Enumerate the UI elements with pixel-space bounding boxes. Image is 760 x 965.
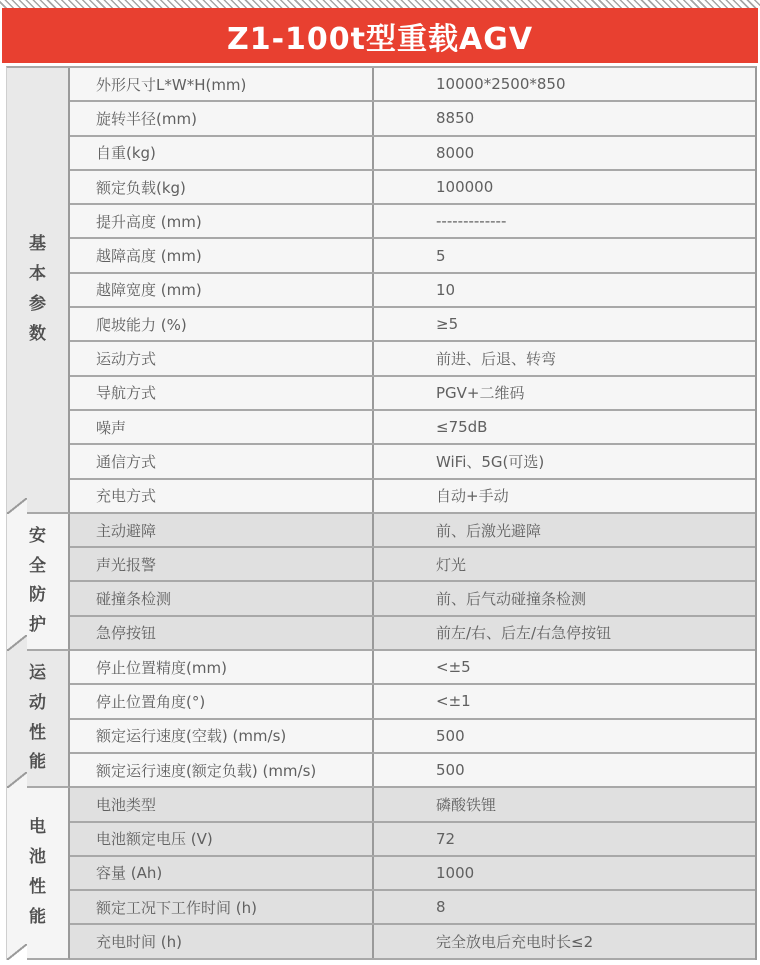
param-name-cell: 停止位置精度(mm) — [70, 651, 374, 683]
param-name-cell: 额定运行速度(空载) (mm/s) — [70, 720, 374, 752]
param-value-cell: 前进、后退、转弯 — [436, 350, 557, 369]
table-row — [70, 205, 755, 239]
table-row — [70, 411, 755, 445]
param-name-cell: 运动方式 — [70, 342, 374, 374]
table-row — [70, 171, 755, 205]
param-value-cell: 8000 — [436, 143, 475, 162]
param-value-cell: <±1 — [436, 692, 471, 711]
param-name-cell: 停止位置角度(°) — [70, 685, 374, 717]
diagonal-corner-cut — [7, 498, 27, 514]
table-section — [7, 788, 755, 959]
param-name-cell: 碰撞条检测 — [70, 582, 374, 614]
table-row — [70, 857, 755, 891]
param-name-cell: 额定运行速度(额定负载) (mm/s) — [70, 754, 374, 786]
param-value-cell: PGV+二维码 — [436, 384, 525, 403]
param-name-cell: 充电时间 (h) — [70, 925, 374, 957]
param-name-cell: 额定工况下工作时间 (h) — [70, 891, 374, 923]
table-row — [70, 239, 755, 273]
param-name-cell: 充电方式 — [70, 480, 374, 512]
table-row — [70, 685, 755, 719]
section-rows — [70, 68, 755, 514]
top-hatch-border — [0, 0, 760, 8]
param-value-cell: 自动+手动 — [436, 487, 509, 506]
section-category-cell — [7, 788, 70, 959]
param-name-cell: 自重(kg) — [70, 137, 374, 169]
param-value-cell: 500 — [436, 726, 465, 745]
param-name-cell: 通信方式 — [70, 445, 374, 477]
table-row — [70, 68, 755, 102]
param-value-cell: 灯光 — [436, 555, 467, 574]
table-row — [70, 651, 755, 685]
section-rows — [70, 788, 755, 959]
param-value-cell: ------------- — [436, 212, 507, 231]
diagonal-corner-cut — [7, 772, 27, 788]
param-value-cell: 8 — [436, 898, 446, 917]
page-title: Z1-100t型重载AGV — [226, 21, 534, 57]
table-row — [70, 137, 755, 171]
section-category-cell — [7, 651, 70, 788]
table-row — [70, 445, 755, 479]
param-value-cell: 前、后气动碰撞条检测 — [436, 590, 587, 609]
param-name-cell: 噪声 — [70, 411, 374, 443]
section-category-cell — [7, 514, 70, 651]
param-name-cell: 主动避障 — [70, 514, 374, 546]
table-section — [7, 68, 755, 514]
param-name-cell: 电池类型 — [70, 788, 374, 820]
section-category-label: 安全防护 — [29, 525, 46, 636]
param-value-cell: 前左/右、后左/右急停按钮 — [436, 624, 612, 643]
table-row — [70, 617, 755, 651]
param-value-cell: ≥5 — [436, 315, 459, 334]
param-value-cell: 完全放电后充电时长≤2 — [436, 933, 594, 952]
table-row — [70, 274, 755, 308]
param-name-cell: 急停按钮 — [70, 617, 374, 649]
param-value-cell: 1000 — [436, 863, 475, 882]
table-row — [70, 548, 755, 582]
table-row — [70, 754, 755, 788]
param-value-cell: 5 — [436, 246, 446, 265]
table-row — [70, 891, 755, 925]
table-row — [70, 788, 755, 822]
table-section — [7, 651, 755, 788]
param-value-cell: 8850 — [436, 109, 475, 128]
param-name-cell: 外形尺寸L*W*H(mm) — [70, 68, 374, 100]
param-name-cell: 爬坡能力 (%) — [70, 308, 374, 340]
table-row — [70, 720, 755, 754]
param-name-cell: 导航方式 — [70, 377, 374, 409]
table-row — [70, 514, 755, 548]
param-value-cell: ≤75dB — [436, 418, 488, 437]
section-category-cell — [7, 68, 70, 514]
param-name-cell: 额定负载(kg) — [70, 171, 374, 203]
section-rows — [70, 651, 755, 788]
param-value-cell: 10000*2500*850 — [436, 75, 566, 94]
table-section — [7, 514, 755, 651]
section-category-label: 运动性能 — [29, 663, 46, 773]
table-row — [70, 925, 755, 959]
param-value-cell: 前、后激光避障 — [436, 521, 542, 540]
param-name-cell: 提升高度 (mm) — [70, 205, 374, 237]
param-name-cell: 越障高度 (mm) — [70, 239, 374, 271]
table-row — [70, 102, 755, 136]
param-name-cell: 旋转半径(mm) — [70, 102, 374, 134]
param-value-cell: WiFi、5G(可选) — [436, 452, 545, 471]
param-value-cell: 磷酸铁锂 — [436, 795, 497, 814]
section-rows — [70, 514, 755, 651]
table-row — [70, 342, 755, 376]
diagonal-corner-cut — [7, 944, 27, 960]
table-row — [70, 823, 755, 857]
section-category-label: 电池性能 — [29, 817, 46, 927]
diagonal-corner-cut — [7, 635, 27, 651]
param-value-cell: 72 — [436, 829, 456, 848]
param-value-cell: 100000 — [436, 178, 494, 197]
table-row — [70, 308, 755, 342]
table-row — [70, 582, 755, 616]
param-name-cell: 容量 (Ah) — [70, 857, 374, 889]
param-name-cell: 电池额定电压 (V) — [70, 823, 374, 855]
param-value-cell: 10 — [436, 280, 456, 299]
section-category-label: 基本参数 — [29, 234, 46, 344]
param-value-cell: <±5 — [436, 658, 471, 677]
param-name-cell: 越障宽度 (mm) — [70, 274, 374, 306]
table-row — [70, 377, 755, 411]
title-banner — [2, 8, 758, 63]
spec-table — [6, 66, 757, 960]
param-value-cell: 500 — [436, 761, 465, 780]
param-name-cell: 声光报警 — [70, 548, 374, 580]
table-row — [70, 480, 755, 514]
